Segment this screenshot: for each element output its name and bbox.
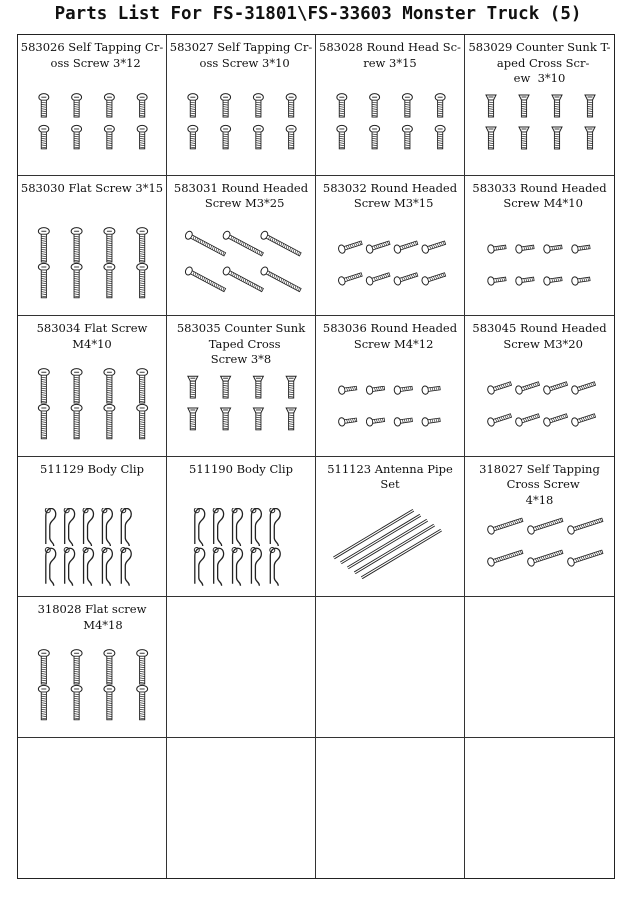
part-label: 583034 Flat Screw M4*10: [36, 321, 148, 351]
part-cell: [316, 35, 465, 176]
part-label: 583032 Round Headed Screw M3*15: [322, 180, 458, 210]
part-cell: [18, 176, 167, 317]
body-clip-icon: [167, 508, 315, 586]
antenna-pipe-icon: [316, 508, 464, 586]
flat-screw-icon: [18, 649, 166, 727]
part-label: 583036 Round Headed Screw M4*12: [322, 321, 458, 351]
part-label: 583027 Self Tapping Cr- oss Screw 3*10: [169, 40, 313, 70]
empty-cell: [316, 597, 465, 738]
part-cell: [18, 35, 167, 176]
empty-cell: [316, 738, 465, 879]
part-label: 583028 Round Head Sc- rew 3*15: [319, 40, 461, 70]
flat-screw-icon: [18, 368, 166, 446]
part-cell: [167, 176, 316, 317]
body-clip-icon: [18, 508, 166, 586]
part-cell: [167, 457, 316, 598]
part-label: 583031 Round Headed Screw M3*25: [173, 180, 309, 210]
empty-cell: [18, 738, 167, 879]
part-label: 511123 Antenna Pipe Set: [327, 461, 453, 491]
part-cell: [465, 176, 614, 317]
angled-screw-icon: [465, 368, 614, 446]
empty-cell: [167, 597, 316, 738]
part-label: 583033 Round Headed Screw M4*10: [472, 180, 607, 210]
part-cell: [465, 457, 614, 598]
part-label: 583029 Counter Sunk T- aped Cross Scr- ew 3*10: [468, 40, 611, 85]
part-label: 511190 Body Clip: [189, 461, 293, 476]
flat-screw-icon: [18, 227, 166, 305]
short-screw-icon: [316, 368, 464, 446]
part-cell: [316, 316, 465, 457]
part-label: 583035 Counter Sunk Taped Cross Screw 3*8: [176, 321, 306, 366]
self-tapping-screw-icon: [18, 87, 166, 165]
counter-sunk-screw-icon: [167, 368, 315, 446]
part-cell: [316, 457, 465, 598]
part-label: 318027 Self Tapping Cross Screw 4*18: [479, 461, 600, 507]
part-cell: [465, 35, 614, 176]
counter-sunk-screw-icon: [465, 87, 614, 165]
part-label: 583030 Flat Screw 3*15: [20, 180, 164, 195]
part-cell: [167, 35, 316, 176]
empty-cell: [465, 738, 614, 879]
part-cell: [18, 457, 167, 598]
part-label: 583045 Round Headed Screw M3*20: [472, 321, 607, 351]
short-screw-icon: [465, 227, 614, 305]
page-title: Parts List For FS-31801\FS-33603 Monster Truck (5): [54, 4, 582, 24]
part-label: 318028 Flat screw M4*18: [37, 602, 147, 632]
part-cell: [465, 316, 614, 457]
part-cell: [18, 597, 167, 738]
round-head-screw-icon: [316, 87, 464, 165]
empty-cell: [465, 597, 614, 738]
parts-grid: [17, 34, 615, 879]
part-cell: [18, 316, 167, 457]
self-tapping-screw-icon: [167, 87, 315, 165]
long-screw-icon: [167, 227, 315, 305]
part-cell: [316, 176, 465, 317]
angled-screw-icon: [316, 227, 464, 305]
part-cell: [167, 316, 316, 457]
part-label: 511129 Body Clip: [40, 461, 144, 476]
part-label: 583026 Self Tapping Cr- oss Screw 3*12: [20, 40, 164, 70]
empty-cell: [167, 738, 316, 879]
self-tapping-screw-icon: [465, 508, 614, 586]
